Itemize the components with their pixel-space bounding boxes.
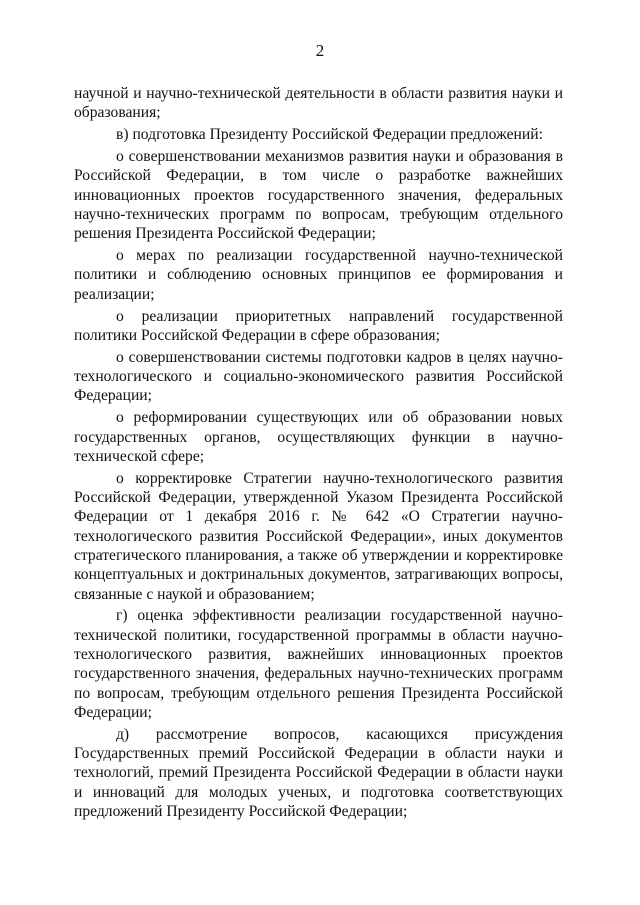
paragraph-policy-measures: о мерах по реализации государственной научно-технической политики и соблюдению основных принципов ее формирования и реализации; [74, 247, 563, 303]
paragraph-personnel-training: о совершенствовании системы подготовки кадров в целях научно-технологического и социально-экономического развития Российской Федерации; [74, 348, 563, 405]
paragraph-strategy-adjustment: о корректировке Стратегии научно-технологического развития Российской Федерации, утвержденной Указом Президента Российской Федерации от 1 декабря 2016 г. № 642 «О Стратегии научно-технологического развития Российской Федерации», иных документов стратегического планирования, а также об утверждении и корректировке концептуальных и доктринальных документов, затрагивающих вопросы, связанные с наукой и образованием; [74, 469, 563, 603]
document-body [74, 84, 563, 824]
paragraph-state-bodies: о реформировании существующих или об образовании новых государственных органов, осуществляющих функции в научно-технической сфере; [74, 409, 563, 465]
paragraph-continuation: научной и научно-технической деятельности в области развития науки и образования; [74, 85, 563, 122]
paragraph-item-g: г) оценка эффективности реализации государственной научно-технической политики, государственной программы в области научно-технологического развития, важнейших инновационных проектов государственного значения, федеральных научно-технических программ по вопросам, требующим отдельного решения Президента Российской Федерации; [74, 607, 563, 721]
page-number: 2 [315, 41, 325, 60]
paragraph-item-v: в) подготовка Президенту Российской Федерации предложений: [116, 126, 543, 144]
paragraph-mechanisms: о совершенствовании механизмов развития науки и образования в Российской Федерации, в том числе о разработке важнейших инновационных проектов государственного значения, федеральных научно-технических программ по вопросам, требующим отдельного решения Президента Российской Федерации; [74, 148, 563, 243]
paragraph-item-d: д) рассмотрение вопросов, касающихся присуждения Государственных премий Российской Федерации в области науки и технологий, премий Президента Российской Федерации в области науки и инноваций для молодых ученых, и подготовка соответствующих предложений Президенту Российской Федерации; [74, 725, 563, 821]
paragraph-education-priorities: о реализации приоритетных направлений государственной политики Российской Федерации в сфере образования; [74, 307, 563, 344]
